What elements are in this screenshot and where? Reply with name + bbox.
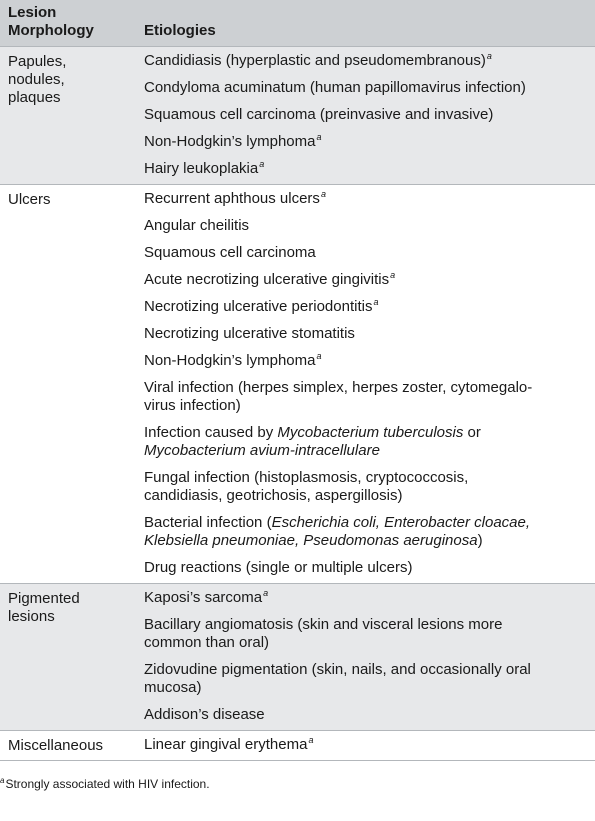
table-row xyxy=(0,47,595,185)
list-item: Necrotizing ulcerative periodontitis$^a$ xyxy=(144,297,379,315)
list-item: Kaposi’s sarcoma$^a$ xyxy=(144,588,269,606)
list-item: Zidovudine pigmentation (skin, nails, and occasionally oral mucosa) xyxy=(144,661,531,696)
list-item: Candidiasis (hyperplastic and pseudomembranous)$^a$ xyxy=(144,51,492,69)
table-row xyxy=(0,584,595,731)
list-item: Recurrent aphthous ulcers$^a$ xyxy=(144,189,326,207)
list-item: Angular cheilitis xyxy=(144,217,250,234)
list-item: Acute necrotizing ulcerative gingivitis$^a$ xyxy=(144,270,396,288)
table-footnote: $^a$Strongly associated with HIV infection. xyxy=(0,776,210,791)
table-row xyxy=(0,731,595,761)
list-item: Non-Hodgkin’s lymphoma$^a$ xyxy=(144,351,322,369)
list-item: Necrotizing ulcerative stomatitis xyxy=(144,325,355,342)
list-item: Hairy leukoplakia$^a$ xyxy=(144,159,265,177)
morphology-cell: Papules, nodules, plaques xyxy=(8,53,67,106)
morphology-cell: Ulcers xyxy=(8,191,51,208)
list-item: Squamous cell carcinoma (preinvasive and invasive) xyxy=(144,106,494,123)
table-header-row xyxy=(0,0,595,47)
table-row xyxy=(0,185,595,584)
etiologies-cell xyxy=(136,584,595,731)
list-item: Bacterial infection (Escherichia coli, Enterobacter cloacae, Klebsiella pneumoniae, Pseudomonas aeruginosa) xyxy=(144,514,531,549)
list-item: Fungal infection (histoplasmosis, cryptococcosis, candidiasis, geotrichosis, aspergillosis) xyxy=(144,469,469,504)
etiologies-cell xyxy=(136,185,595,584)
list-item: Condyloma acuminatum (human papillomavirus infection) xyxy=(144,79,526,96)
list-item: Bacillary angiomatosis (skin and visceral lesions more common than oral) xyxy=(144,616,503,651)
list-item: Linear gingival erythema$^a$ xyxy=(144,735,314,753)
list-item: Squamous cell carcinoma xyxy=(144,244,316,261)
etiologies-cell xyxy=(136,47,595,185)
header-etiologies: Etiologies xyxy=(144,22,216,39)
morphology-cell: Pigmented lesions xyxy=(8,590,80,625)
header-lesion-morphology: Lesion Morphology xyxy=(8,4,94,39)
morphology-cell: Miscellaneous xyxy=(8,737,104,754)
list-item: Drug reactions (single or multiple ulcers) xyxy=(144,559,413,576)
list-item: Viral infection (herpes simplex, herpes zoster, cytomegalo- virus infection) xyxy=(144,379,533,414)
list-item: Non-Hodgkin’s lymphoma$^a$ xyxy=(144,132,322,150)
list-item: Infection caused by Mycobacterium tuberculosis or Mycobacterium avium-intracellulare xyxy=(144,424,481,459)
list-item: Addison’s disease xyxy=(144,706,265,723)
etiologies-cell xyxy=(136,731,595,761)
